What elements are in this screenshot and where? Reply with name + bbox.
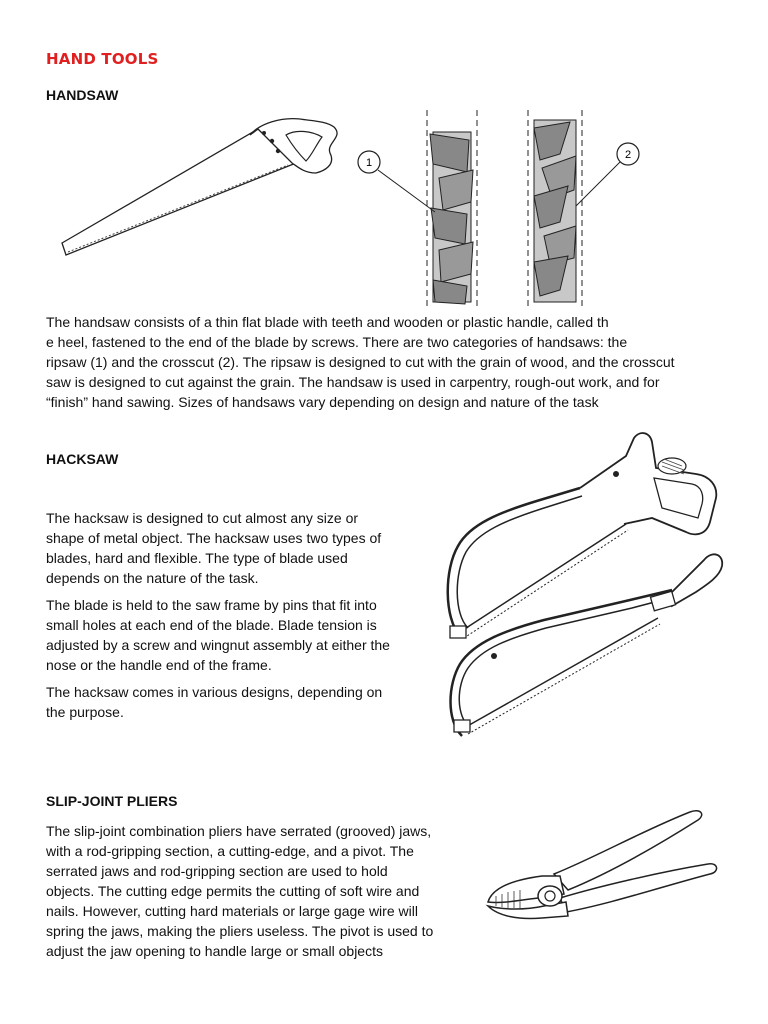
page-title: HAND TOOLS (46, 50, 159, 68)
handsaw-illustration (60, 115, 360, 255)
text-line: spring the jaws, making the pliers useless. The pivot is used to (46, 923, 434, 939)
slip-joint-pliers-illustration (484, 806, 724, 930)
handsaw-line: “finish” hand sawing. Sizes of handsaws vary depending on design and nature of the task (46, 394, 599, 410)
handsaw-line: saw is designed to cut against the grain. The handsaw is used in carpentry, rough-out work, and for (46, 374, 660, 390)
text-line: The hacksaw comes in various designs, depending on (46, 684, 383, 700)
hacksaw-paragraph-3 (46, 682, 426, 722)
text-line: The slip-joint combination pliers have serrated (grooved) jaws, (46, 823, 432, 839)
text-line: adjust the jaw opening to handle large or small objects (46, 943, 383, 959)
handsaw-line: e heel, fastened to the end of the blade by screws. There are two categories of handsaws: the (46, 334, 628, 350)
pliers-description (46, 821, 476, 961)
handsaw-line: ripsaw (1) and the crosscut (2). The ripsaw is designed to cut with the grain of wood, and the crosscut (46, 354, 675, 370)
pliers-heading: SLIP-JOINT PLIERS (46, 793, 178, 809)
text-line: adjusted by a screw and wingnut assembly at either the (46, 637, 390, 653)
ripsaw-teeth-illustration (355, 110, 485, 306)
hacksaw-paragraph-2 (46, 595, 426, 675)
callout-2: 2 (624, 149, 632, 161)
text-line: with a rod-gripping section, a cutting-edge, and a pivot. The (46, 843, 414, 859)
text-line: blades, hard and flexible. The type of blade used (46, 550, 348, 566)
text-line: shape of metal object. The hacksaw uses two types of (46, 530, 382, 546)
text-line: depends on the nature of the task. (46, 570, 259, 586)
text-line: The hacksaw is designed to cut almost any size or (46, 510, 359, 526)
handsaw-line: The handsaw consists of a thin flat blade with teeth and wooden or plastic handle, called th (46, 314, 609, 330)
callout-1: 1 (365, 157, 373, 169)
handsaw-description (46, 312, 720, 412)
text-line: nose or the handle end of the frame. (46, 657, 272, 673)
hacksaw-illustration (440, 428, 730, 740)
hacksaw-paragraph-1 (46, 508, 426, 588)
text-line: objects. The cutting edge permits the cutting of soft wire and (46, 883, 420, 899)
handsaw-heading: HANDSAW (46, 87, 119, 103)
text-line: serrated jaws and rod-gripping section are used to hold (46, 863, 388, 879)
text-line: small holes at each end of the blade. Blade tension is (46, 617, 377, 633)
text-line: nails. However, cutting hard materials or large gage wire will (46, 903, 418, 919)
text-line: the purpose. (46, 704, 124, 720)
crosscut-teeth-illustration (520, 110, 650, 306)
text-line: The blade is held to the saw frame by pins that fit into (46, 597, 377, 613)
hacksaw-heading: HACKSAW (46, 451, 119, 467)
